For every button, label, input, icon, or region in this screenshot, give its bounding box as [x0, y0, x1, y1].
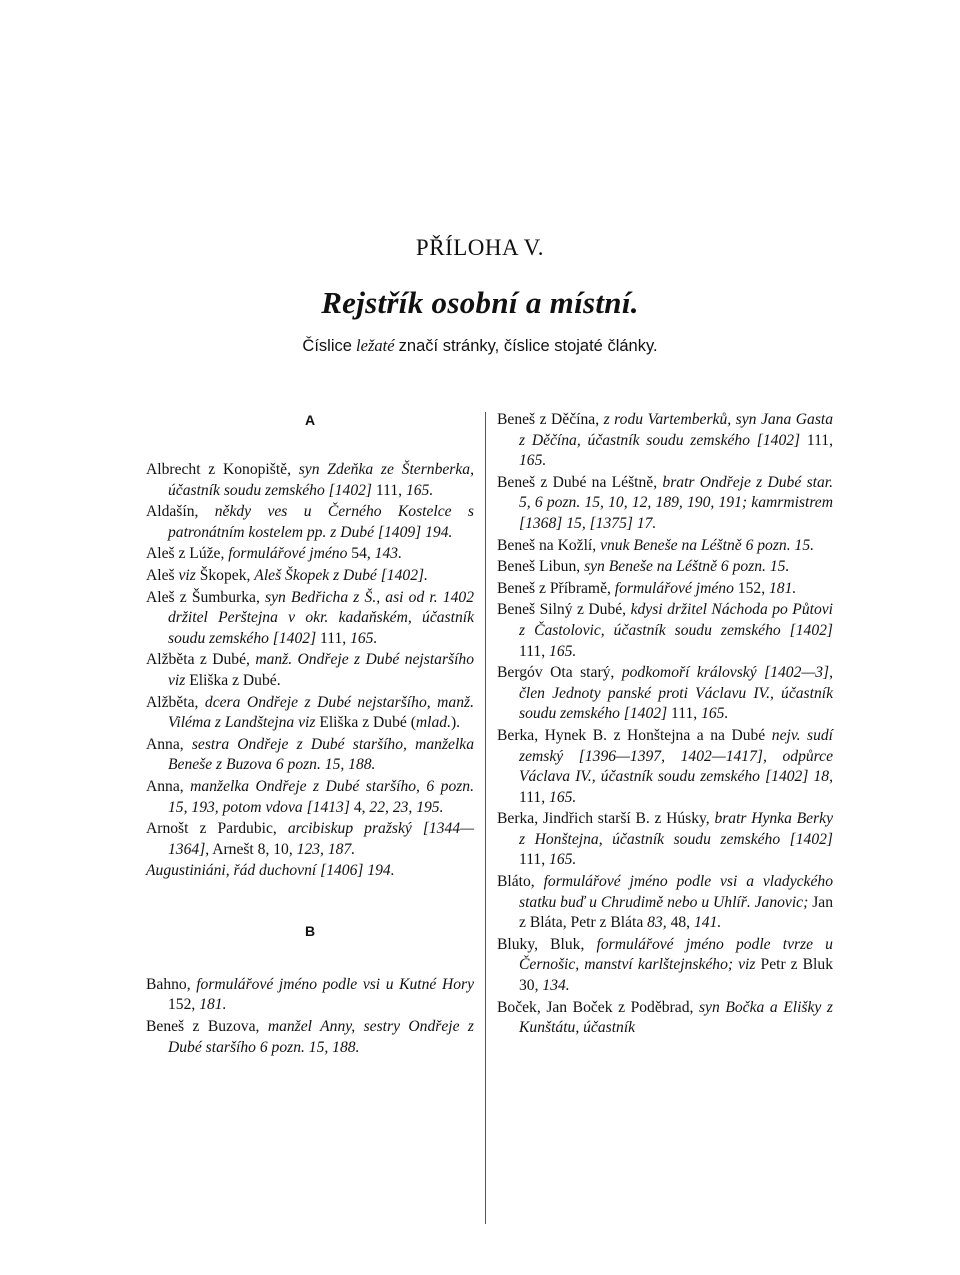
index-entry: Bergóv Ota starý, podkomoří královský [1402—3], člen Jednoty panské proti Václavu IV., účastník soudu zemského [1402] 111, 165.: [497, 664, 834, 723]
index-entry: Albrecht z Konopiště, syn Zdeňka ze Šternberka, účastník soudu zemského [1402] 111, 165.: [146, 461, 474, 499]
numbering-note: [0, 336, 960, 356]
entries-b: [146, 975, 474, 1058]
index-entry: Arnošt z Pardubic, arcibiskup pražský [1344—1364], Arnešt 8, 10, 123, 187.: [146, 820, 474, 858]
section-letter-b: B: [304, 922, 316, 939]
numbering-note-italic: ležaté: [356, 336, 395, 355]
index-entry: Bahno, formulářové jméno podle vsi u Kutné Hory 152, 181.: [146, 975, 474, 1014]
section-letter-a: A: [304, 412, 316, 428]
index-entry: Aleš z Lúže, formulářové jméno 54, 143.: [146, 545, 402, 563]
left-column: [146, 410, 474, 1059]
index-entry: Bluky, Bluk, formulářové jméno podle tvrze u Černošic, manství karlštejnského; viz Petr z Bluk 30, 134.: [497, 935, 833, 995]
index-entry: Beneš Libun, syn Beneše na Léštně 6 pozn. 15.: [497, 558, 790, 576]
entries-a: [146, 460, 474, 882]
column-divider: [485, 412, 486, 1224]
index-entry: Berka, Hynek B. z Honštejna a na Dubé nejv. sudí zemský [1396—1397, 1402—1417], odpůrce Václava IV., účastník soudu zemského [1402] 18, 111, 165.: [497, 726, 833, 806]
right-column: [497, 410, 833, 1040]
index-title: Rejstřík osobní a místní.: [321, 285, 639, 320]
index-entry: Anna, manželka Ondřeje z Dubé staršího, 6 pozn. 15, 193, potom vdova [1413] 4, 22, 23, 195.: [146, 777, 475, 816]
index-entry: Beneš z Děčína, z rodu Vartemberků, syn Jana Gasta z Děčína, účastník soudu zemského [1402] 111, 165.: [497, 411, 834, 470]
index-entry: Aleš z Šumburka, syn Bedřicha z Š., asi od r. 1402 držitel Perštejna v okr. kadaňském, účastník soudu zemského [1402] 111, 165.: [146, 588, 474, 647]
index-entry: Boček, Jan Boček z Poděbrad, syn Bočka a Elišky z Kunštátu, účastník: [497, 998, 833, 1037]
entries-right: [497, 410, 833, 1039]
numbering-note-end: značí stránky, číslice stojaté články.: [398, 337, 658, 355]
index-entry: Beneš z Buzova, manžel Anny, sestry Ondřeje z Dubé staršího 6 pozn. 15, 188.: [146, 1018, 474, 1056]
index-entry: Alžběta, dcera Ondřeje z Dubé nejstaršího, manž. Viléma z Landštejna viz Eliška z Dubé (mlad.).: [146, 693, 474, 732]
index-entry: Anna, sestra Ondřeje z Dubé staršího, manželka Beneše z Buzova 6 pozn. 15, 188.: [146, 735, 474, 774]
index-entry: Beneš Silný z Dubé, kdysi držitel Náchoda po Půtovi z Častolovic, účastník soudu zemského [1402] 111, 165.: [497, 601, 834, 660]
index-entry: Berka, Jindřich starší B. z Húsky, bratr Hynka Berky z Honštejna, účastník soudu zemského [1402] 111, 165.: [497, 810, 833, 869]
index-entry: Beneš z Příbramě, formulářové jméno 152, 181.: [497, 579, 797, 597]
index-entry: Aleš viz Škopek, Aleš Škopek z Dubé [1402].: [146, 566, 428, 584]
numbering-note-start: Číslice: [302, 337, 352, 355]
appendix-heading: PŘÍLOHA V.: [415, 235, 545, 260]
index-entry: Augustiniáni, řád duchovní [1406] 194.: [146, 862, 395, 880]
index-entry: Aldašín, někdy ves u Černého Kostelce s patronátním kostelem pp. z Dubé [1409] 194.: [146, 503, 474, 541]
index-entry: Bláto, formulářové jméno podle vsi a vladyckého statku buď u Chrudimě nebo u Uhlíř. Janovic; Jan z Bláta, Petr z Bláta 83, 48, 141.: [497, 873, 833, 932]
index-entry: Beneš na Kožlí, vnuk Beneše na Léštně 6 pozn. 15.: [497, 536, 815, 554]
index-entry: Beneš z Dubé na Léštně, bratr Ondřeje z Dubé star. 5, 6 pozn. 15, 10, 12, 189, 190, 191; kamrmistrem [1368] 15, [1375] 17.: [497, 473, 833, 532]
index-entry: Alžběta z Dubé, manž. Ondřeje z Dubé nejstaršího viz Eliška z Dubé.: [146, 651, 475, 689]
